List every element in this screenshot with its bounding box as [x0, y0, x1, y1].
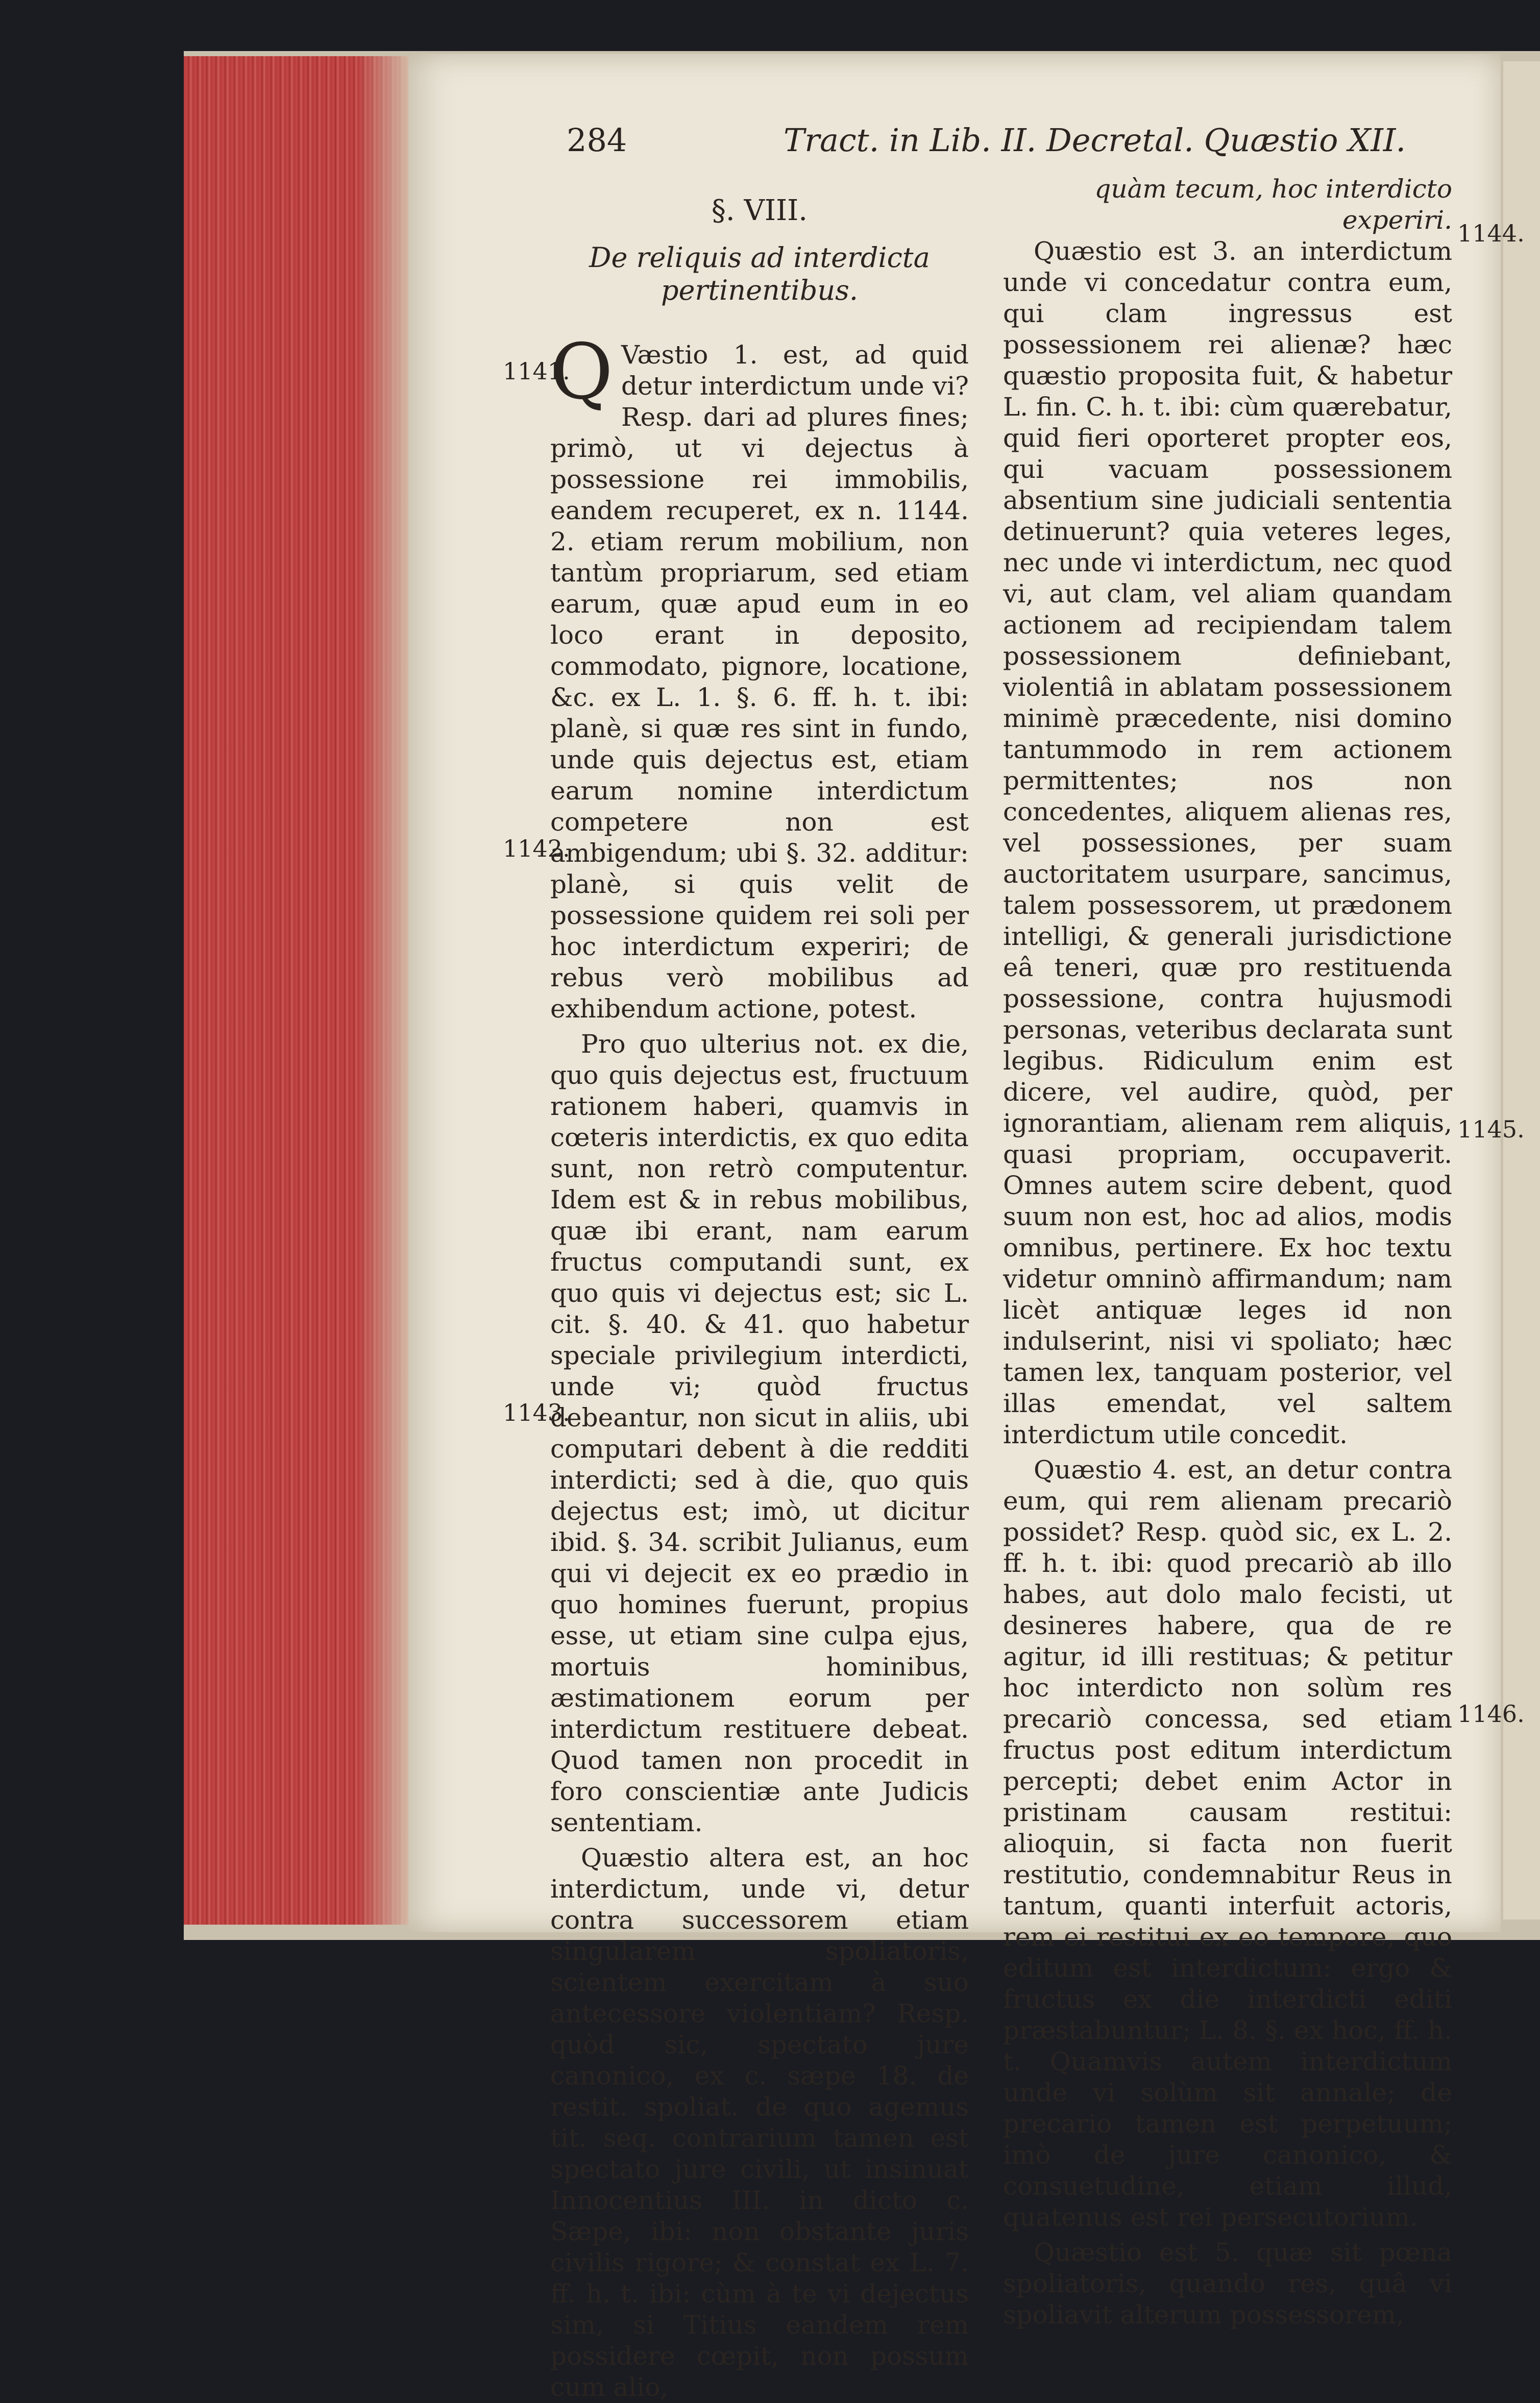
margin-number-1143: 1143. — [503, 1399, 570, 1426]
section-heading: De reliquis ad interdicta pertinentibus. — [589, 241, 930, 306]
paragraph-1142: Pro quo ulterius not. ex die, quo quis dejectus est, fructuum rationem haberi, quamvis in cœteris interdictis, ex quo edita sunt, non retrò computentur. Idem est & in rebus mobilibus, quæ ibi erant, nam earum fructus computandi sunt, ex quo quis vi dejectus est; sic L. cit. §. 40. & 41. quo habetur speciale privilegium interdicti, unde vi; quòd fructus debeantur, non sicut in aliis, ubi computari debent à die redditi interdicti; sed à die, quo quis dejectus est; imò, ut dicitur ibid. §. 34. scribit Julianus, eum qui vi dejecit ex eo prædio in quo homines fuerunt, propius esse, ut etiam sine culpa ejus, mortuis hominibus, æstimationem eorum per interdictum restituere debeat. Quod tamen non procedit in foro conscientiæ ante Judicis sententiam. — [550, 1029, 969, 1837]
section-title: §. VIII. — [711, 194, 808, 227]
margin-number-1145: 1145. — [1457, 1115, 1525, 1143]
paragraph-1145: Quæstio 4. est, an detur contra eum, qui rem alienam precariò possidet? Resp. quòd sic, ex L. 2. ff. h. t. ibi: quod precariò ab illo habes, aut dolo malo fecisti, ut desineres habere, qua de re agitur, id illi restituas; & petitur hoc interdicto non solùm res precariò concessa, sed etiam fructus post editum interdictum percepti; debet enim Actor in pristinam causam restitui: alioquin, si facta non fuerit restitutio, condemnabitur Reus in tantum, quanti interfuit actoris, rem ei restitui ex eo tempore, quo editum est interdictum: ergo & fructus ex die interdicti editi præstabuntur; L. 8. §. ex hoc, ff. h. t. Quamvis autem interdictum unde vi solùm sit annale; de precario tamen est perpetuum; imò de jure canonico, & consuetudine, etiam illud, quatenus est rei persecutorium. — [1003, 1455, 1452, 2232]
paragraph-1144: Quæstio est 3. an interdictum unde vi concedatur contra eum, qui clam ingressus est possessionem rei alienæ? hæc quæstio proposita fuit, & habetur L. fin. C. h. t. ibi: cùm quærebatur, quid fieri oporteret propter eos, qui vacuam possessionem absentium sine judiciali sententia detinuerunt? quia veteres leges, nec unde vi interdictum, nec quod vi, aut clam, vel aliam quandam actionem ad recipiendam talem possessionem definiebant, violentiâ in ablatam possessionem minimè præcedente, nisi domino tantummodo in rem actionem permittentes; nos non concedentes, aliquem alienas res, vel possessiones, per suam auctoritatem usurpare, sancimus, talem possessorem, ut prædonem intelligi, & generali jurisdictione eâ teneri, quæ pro restituenda possessione, contra hujusmodi personas, veteribus declarata sunt legibus. Ridiculum enim est dicere, vel audire, quòd, per ignorantiam, alienam rem aliquis, quasi propriam, occupaverit. Omnes autem scire debent, quod suum non est, hoc ad alios, modis omnibus, pertinere. Ex hoc textu videtur omninò affirmandum; nam licèt antiquæ leges id non indulserint, nisi vi spoliato; hæc tamen lex, tanquam posterior, vel illas emendat, vel saltem interdictum utile concedit. — [1003, 236, 1452, 1449]
paragraph-text: Væstio 1. est, ad quid detur interdictum unde vi? Resp. dari ad plures fines; primò, ut vi dejectus à possessione rei immobilis, eandem recuperet, ex n. 1144. 2. etiam rerum mobilium, non tantùm propriarum, sed etiam earum, quæ apud eum in eo loco erant in deposito, commodato, pignore, locatione, &c. ex L. 1. §. 6. ff. h. t. ibi: planè, si quæ res sint in fundo, unde quis dejectus est, etiam earum nomine interdictum competere non est ambigendum; ubi §. 32. additur: planè, si quis velit de possessione quidem rei soli per hoc interdictum experiri; de rebus verò mobilibus ad exhibendum actione, potest. — [550, 340, 969, 1024]
margin-number-1146: 1146. — [1457, 1700, 1525, 1728]
next-page-edge — [1503, 61, 1540, 1920]
paragraph-1141 — [550, 328, 969, 1025]
paragraph-1143: Quæstio altera est, an hoc interdictum, unde vi, detur contra successorem etiam singularem spoliatoris, scientem exercitam à suo antecessore violentiam? Resp. quòd sic, spectato jure canonico, ex c. sæpe 18. de restit. spoliat. de quo agemus tit. seq. contrarium tamen est spectato jure civili, ut insinuat Innocentius III. in dicto c. Sæpe, ibi: non obstante juris civilis rigore; & constat ex L. 7. ff. h. t. ibi: cùm à te vi dejectus sim, si Titius eandem rem possidere cœpit, non possum cum alio, — [550, 1843, 969, 2402]
drop-cap: Q — [550, 328, 613, 417]
running-title: Tract. in Lib. II. Decretal. Quæstio XII. — [784, 122, 1406, 159]
right-column — [1003, 174, 1452, 2331]
paragraph-1146: Quæstio est 5. quæ sit pœna spoliatoris, quando res, quâ vi spoliavit alterum possessorem, — [1003, 2238, 1452, 2329]
margin-number-1144: 1144. — [1457, 220, 1525, 247]
page-number: 284 — [567, 122, 627, 159]
carry-over-line: quàm tecum, hoc interdicto experiri. — [1094, 174, 1452, 235]
margin-number-1141: 1141. — [503, 357, 570, 385]
left-column — [550, 174, 969, 2403]
margin-number-1142: 1142. — [503, 835, 570, 862]
